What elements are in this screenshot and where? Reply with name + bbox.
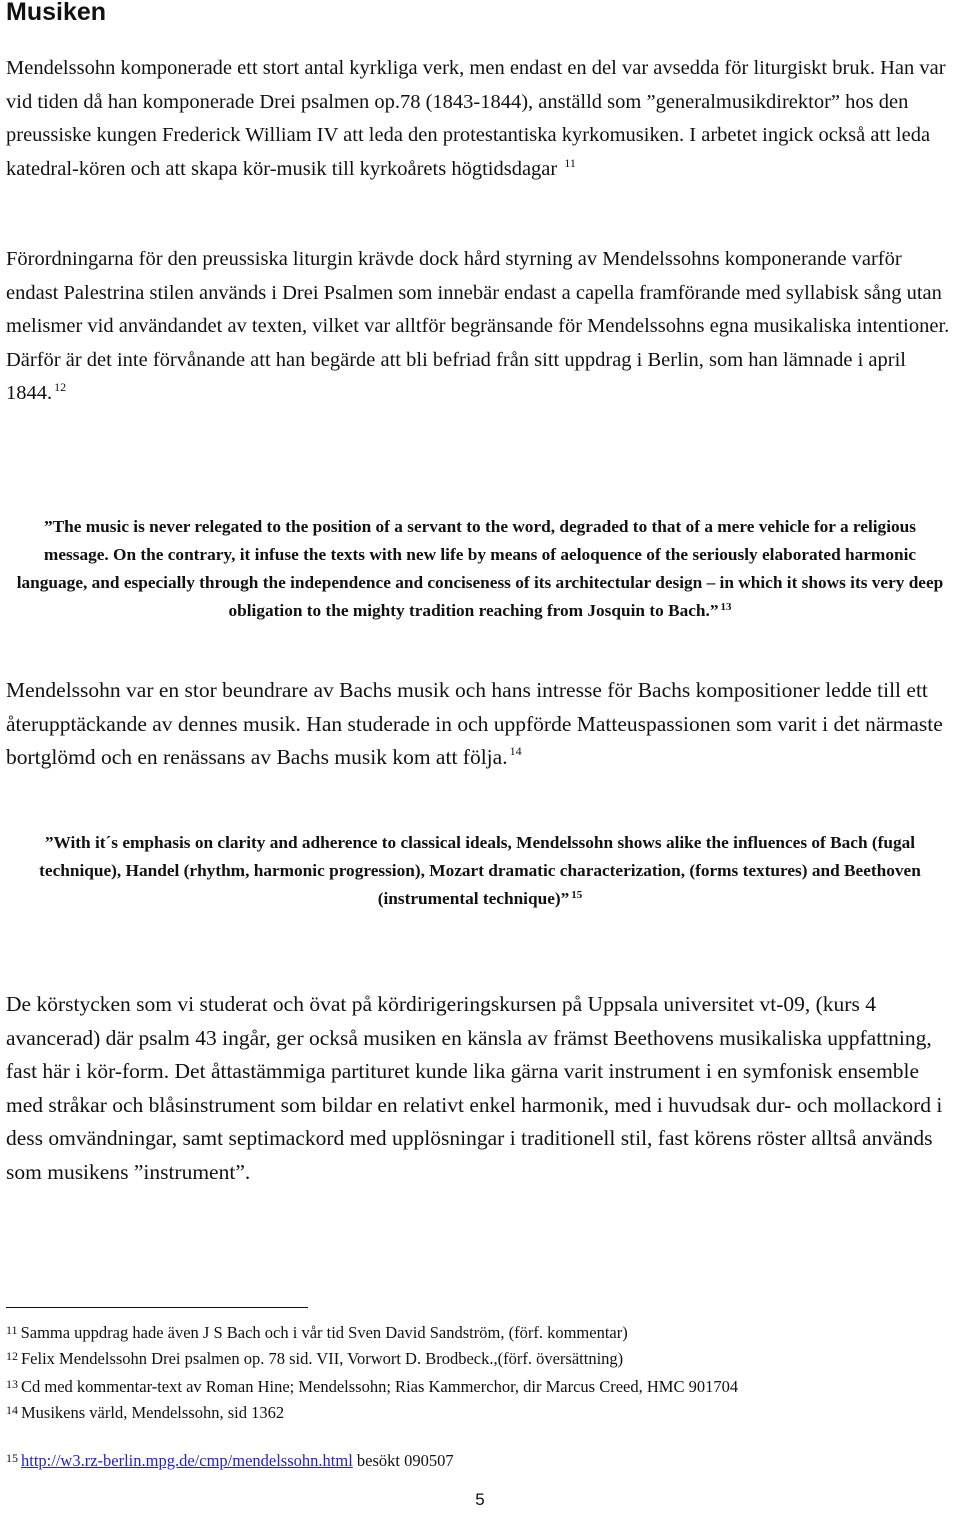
paragraph-choir-course bbox=[6, 988, 952, 1189]
footnote-ref-15: 15 bbox=[571, 889, 583, 901]
footnote-number: 12 bbox=[6, 1349, 18, 1363]
paragraph-text: Förordningarna för den preussiska liturgin krävde dock hård styrning av Mendelssohns komponerande varför endast Palestrina stilen används i Drei Psalmen som innebär endast a capella framförande med syllabisk sång utan melismer vid användandet av texten, vilket var alltför begränsande för Mendelssohns egna musikaliska intentioner. Därför är det inte förvånande att han begärde att bli befriad från sitt uppdrag i Berlin, som han lämnade i april 1844. bbox=[6, 248, 950, 404]
footnote-number: 11 bbox=[6, 1323, 18, 1337]
footnote-ref-13: 13 bbox=[720, 601, 732, 613]
paragraph-text: Mendelssohn komponerade ett stort antal kyrkliga verk, men endast en del var avsedda för liturgiskt bruk. Han var vid tiden då han komponerade Drei psalmen op.78 (1843-1844), anställd som ”generalmusikdirektor” hos den preussiske kungen Frederick William IV att leda den protestantiska kyrkomusiken. I arbetet ingick också att leda katedral-kören och att skapa kör-musik till kyrkoårets högtidsdagar bbox=[6, 57, 946, 180]
footnote-text: besökt 090507 bbox=[352, 1451, 454, 1470]
footnote-text: Musikens värld, Mendelssohn, sid 1362 bbox=[21, 1403, 285, 1422]
footnote-14 bbox=[6, 1402, 284, 1424]
quote-text: ”The music is never relegated to the position of a servant to the word, degraded to that of a mere vehicle for a religious message. On the contrary, it infuse the texts with new life by means of aeloquence of the seriously elaborated harmonic language, and especially through the independence and conciseness of its architectular design – in which it shows its very deep obligation to the mighty tradition reaching from Josquin to Bach.” bbox=[16, 517, 944, 620]
footnote-link[interactable]: http://w3.rz-berlin.mpg.de/cmp/mendelssohn.html bbox=[21, 1451, 353, 1470]
paragraph-text: De körstycken som vi studerat och övat på kördirigeringskursen på Uppsala universitet vt-09, (kurs 4 avancerad) där psalm 43 ingår, ger också musiken en känsla av främst Beethovens musikaliska uppfattning, fast här i kör-form. Det åttastämmiga partituret kunde lika gärna varit instrument i en symfonisk ensemble med stråkar och blåsinstrument som bildar en relativt enkel harmonik, med i huvudsak dur- och mollackord i dess omvändningar, samt septimackord med upplösningar i traditionell stil, fast körens röster alltså används som musikens ”instrument”. bbox=[6, 992, 943, 1184]
footnote-text: Samma uppdrag hade även J S Bach och i vår tid Sven David Sandström, (förf. kommentar) bbox=[20, 1323, 628, 1342]
footnote-13 bbox=[6, 1376, 738, 1398]
page-number: 5 bbox=[475, 1490, 485, 1509]
quote-block-music bbox=[10, 513, 950, 625]
footnote-number: 15 bbox=[6, 1451, 18, 1465]
footnote-11 bbox=[6, 1322, 628, 1344]
footnote-separator bbox=[6, 1307, 308, 1308]
footnote-text: Cd med kommentar-text av Roman Hine; Mendelssohn; Rias Kammerchor, dir Marcus Creed, HMC 901704 bbox=[21, 1377, 739, 1396]
section-heading: Musiken bbox=[6, 0, 107, 26]
quote-block-influences bbox=[10, 829, 950, 913]
footnote-12 bbox=[6, 1348, 623, 1370]
paragraph-bach-admiration bbox=[6, 674, 952, 775]
footnote-number: 13 bbox=[6, 1377, 18, 1391]
footnote-ref-14: 14 bbox=[509, 744, 522, 758]
footnote-ref-12: 12 bbox=[54, 380, 67, 394]
footnote-text: Felix Mendelssohn Drei psalmen op. 78 sid. VII, Vorwort D. Brodbeck.,(förf. översättning) bbox=[21, 1349, 624, 1368]
footnote-15 bbox=[6, 1450, 454, 1472]
paragraph-prussian-liturgy bbox=[6, 243, 952, 411]
footnote-number: 14 bbox=[6, 1403, 18, 1417]
footnote-ref-11: 11 bbox=[564, 155, 576, 170]
paragraph-text: Mendelssohn var en stor beundrare av Bachs musik och hans intresse för Bachs kompositioner ledde till ett återupptäckande av dennes musik. Han studerade in och uppförde Matteuspassionen som varit i det närmaste bortglömd och en renässans av Bachs musik kom att följa. bbox=[6, 678, 943, 769]
quote-text: ”With it´s emphasis on clarity and adherence to classical ideals, Mendelssohn shows alike the influences of Bach (fugal technique), Handel (rhythm, harmonic progression), Mozart dramatic characterization, (forms textures) and Beethoven (instrumental technique)” bbox=[39, 833, 921, 908]
paragraph-liturgical-works bbox=[6, 52, 952, 186]
